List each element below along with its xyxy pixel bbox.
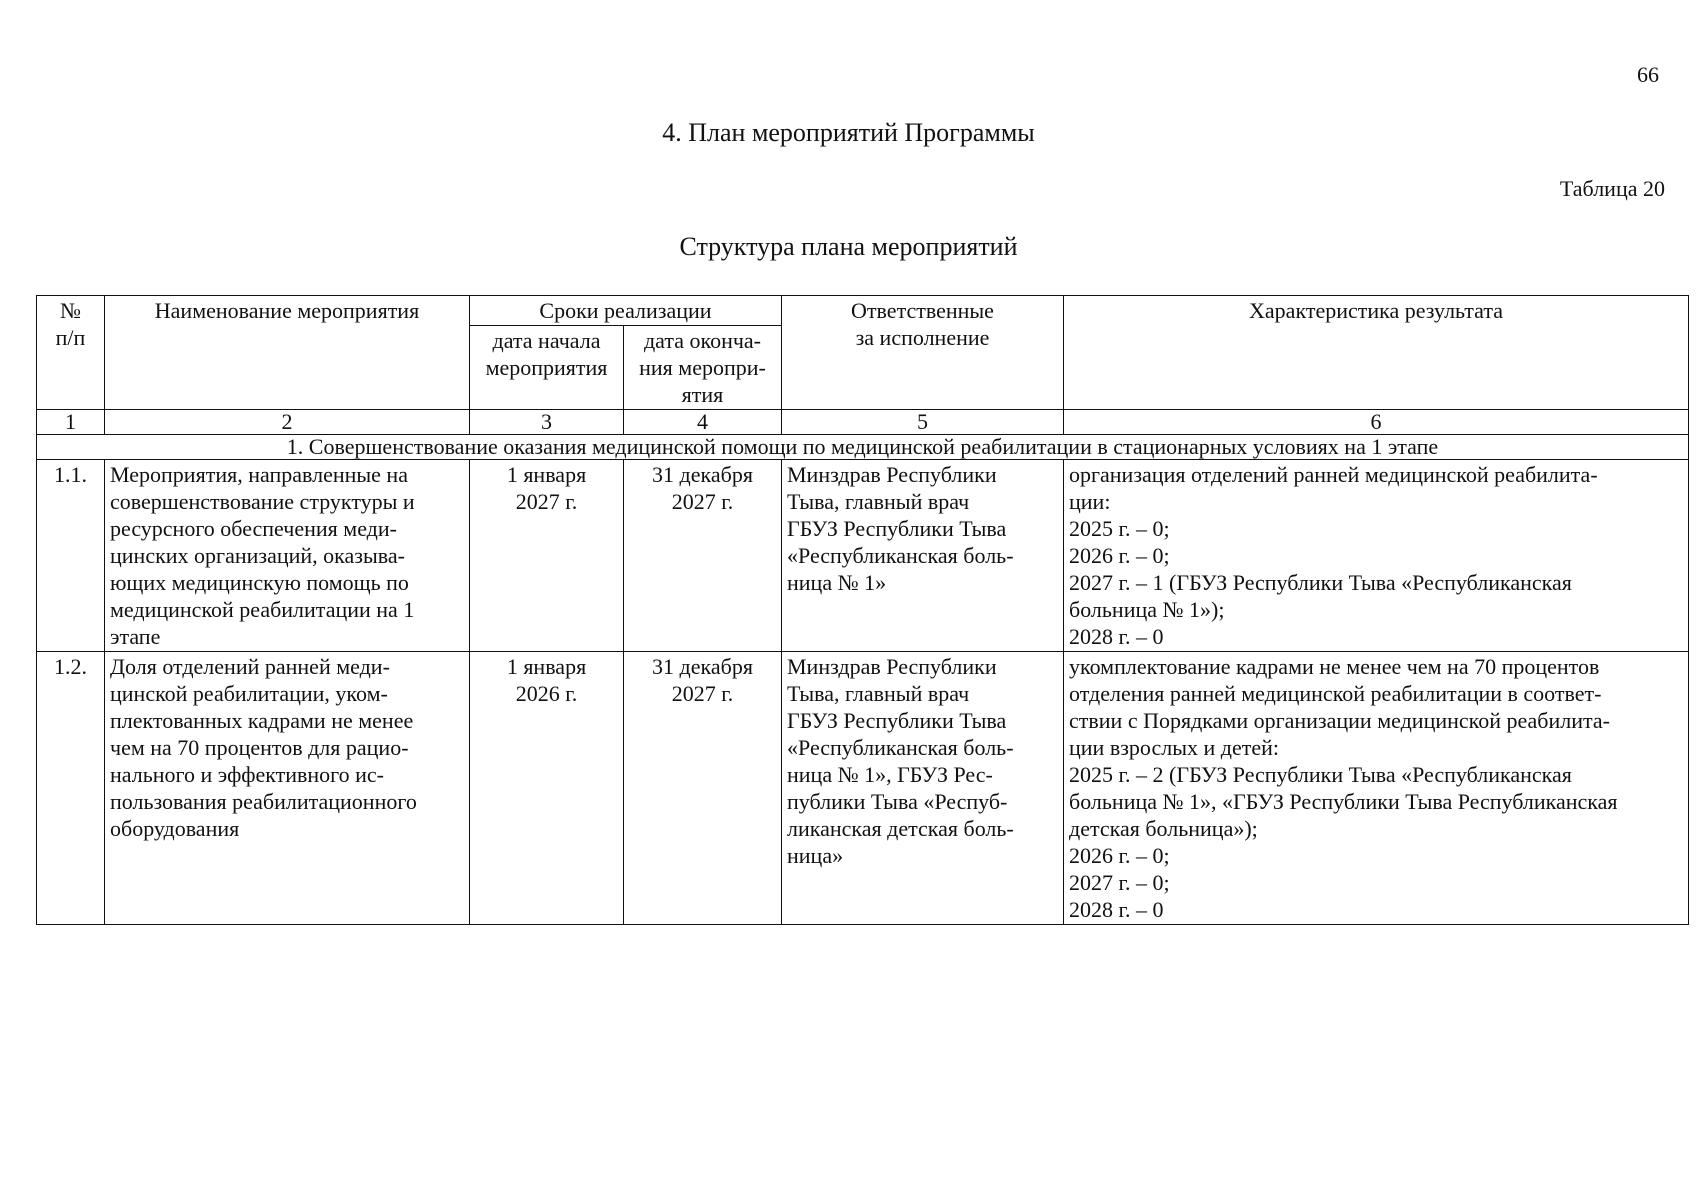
column-number: 3	[470, 410, 624, 435]
table-row	[37, 652, 1689, 925]
header-name: Наименование мероприятия	[105, 296, 470, 410]
section-heading-row	[37, 435, 1689, 460]
section-title: 4. План мероприятий Программы	[662, 118, 1035, 147]
row-num: 1.1.	[37, 460, 105, 652]
column-number: 1	[37, 410, 105, 435]
row-name: Доля отделений ранней меди- цинской реабилитации, уком- плектованных кадрами не менее чем на 70 процентов для рацио- нального и эффективного ис- пользования реабилитационного оборудования	[105, 652, 470, 925]
header-end-date: дата оконча- ния меропри- ятия	[624, 326, 782, 410]
table-label: Таблица 20	[1559, 176, 1665, 201]
row-result: организация отделений ранней медицинской реабилита- ции: 2025 г. – 0; 2026 г. – 0; 2027 г. – 1 (ГБУЗ Республики Тыва «Республиканская больница № 1»); 2028 г. – 0	[1064, 460, 1689, 652]
column-number: 2	[105, 410, 470, 435]
header-num: № п/п	[37, 296, 105, 410]
header-start-date: дата начала мероприятия	[470, 326, 624, 410]
row-name: Мероприятия, направленные на совершенствование структуры и ресурсного обеспечения меди- цинских организаций, оказыва- ющих медицинскую помощь по медицинской реабилитации на 1 этапе	[105, 460, 470, 652]
row-responsible: Минздрав Республики Тыва, главный врач ГБУЗ Республики Тыва «Республиканская боль- ница № 1»	[782, 460, 1064, 652]
row-responsible: Минздрав Республики Тыва, главный врач ГБУЗ Республики Тыва «Республиканская боль- ница № 1», ГБУЗ Рес- публики Тыва «Респуб- ликанская детская боль- ница»	[782, 652, 1064, 925]
column-number: 4	[624, 410, 782, 435]
column-numbers-row	[37, 410, 1689, 435]
row-start-date: 1 января 2027 г.	[470, 460, 624, 652]
row-end-date: 31 декабря 2027 г.	[624, 460, 782, 652]
plan-table	[36, 295, 1689, 925]
header-result: Характеристика результата	[1064, 296, 1689, 410]
row-end-date: 31 декабря 2027 г.	[624, 652, 782, 925]
header-responsible: Ответственные за исполнение	[782, 296, 1064, 410]
page-number: 66	[1637, 62, 1659, 87]
row-num: 1.2.	[37, 652, 105, 925]
row-start-date: 1 января 2026 г.	[470, 652, 624, 925]
column-number: 6	[1064, 410, 1689, 435]
column-number: 5	[782, 410, 1064, 435]
row-result: укомплектование кадрами не менее чем на 70 процентов отделения ранней медицинской реабилитации в соответ- ствии с Порядками организации медицинской реабилита- ции взрослых и детей: 2025 г. – 2 (ГБУЗ Республики Тыва «Республиканская больница № 1», «ГБУЗ Республики Тыва Республиканская детская больница»); 2026 г. – 0; 2027 г. – 0; 2028 г. – 0	[1064, 652, 1689, 925]
table-row	[37, 460, 1689, 652]
header-terms: Сроки реализации	[470, 296, 782, 326]
section-heading: 1. Совершенствование оказания медицинской помощи по медицинской реабилитации в стационарных условиях на 1 этапе	[37, 435, 1689, 460]
table-title: Структура плана мероприятий	[679, 232, 1018, 261]
